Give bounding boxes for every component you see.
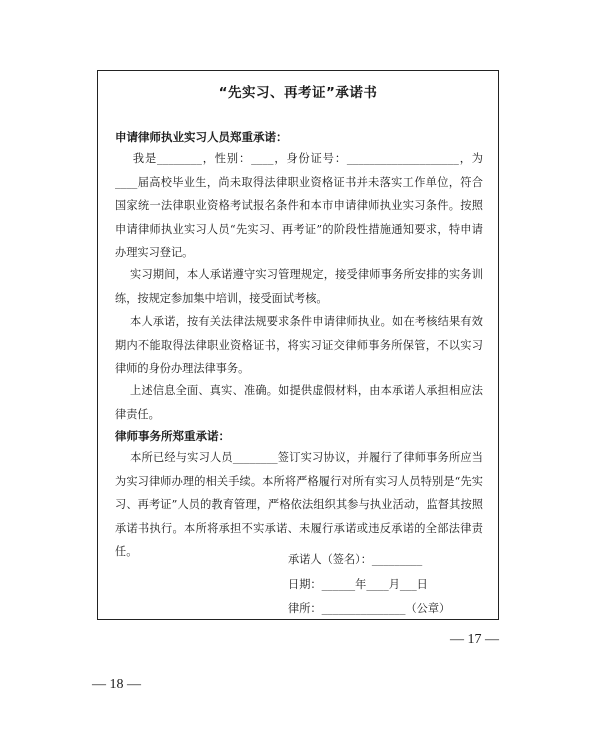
applicant-heading: 申请律师执业实习人员郑重承诺： <box>115 130 288 144</box>
page-number-left: — 18 — <box>92 677 141 692</box>
commitment-form-frame <box>97 70 499 620</box>
applicant-paragraph-4: 上述信息全面、真实、准确。如提供虚假材料，由本承诺人承担相应法律责任。 <box>115 384 483 421</box>
signature-line: 承诺人（签名）：_________ <box>288 553 423 566</box>
date-line: 日期：______年____月___日 <box>288 578 428 591</box>
applicant-paragraph-2: 实习期间，本人承诺遵守实习管理规定，接受律师事务所安排的实务训练，按规定参加集中培训，接受面试考核。 <box>115 268 483 305</box>
page-number-right: — 17 — <box>450 632 499 647</box>
firm-paragraph: 本所已经与实习人员________签订实习协议，并履行了律师事务所应当为实习律师办理的相关手续。本所将严格履行对所有实习人员特别是“先实习、再考证”人员的教育管理，严格依法组织其参与执业活动，监督其按照承诺书执行。本所将承担不实承诺、未履行承诺或违反承诺的全部法律责任。 <box>115 451 483 558</box>
document-title: “先实习、再考证”承诺书 <box>218 85 378 101</box>
firm-heading: 律师事务所郑重承诺： <box>115 429 230 443</box>
applicant-paragraph-1: 我是________，性别：____，身份证号：____________________，为____届高校毕业生，尚未取得法律职业资格证书并未落实工作单位，符合国家统一法律职业资格考试报名条件和本市申请律师执业实习条件。按照申请律师执业实习人员“先实习、再考证”的阶段性措施通知要求，特申请办理实习登记。 <box>115 152 483 259</box>
firm-seal-line: 律所：_______________（公章） <box>288 602 451 615</box>
applicant-paragraph-3: 本人承诺，按有关法律法规要求条件申请律师执业。如在考核结果有效期内不能取得法律职业资格证书，将实习证交律师事务所保管，不以实习律师的身份办理法律事务。 <box>115 315 483 375</box>
